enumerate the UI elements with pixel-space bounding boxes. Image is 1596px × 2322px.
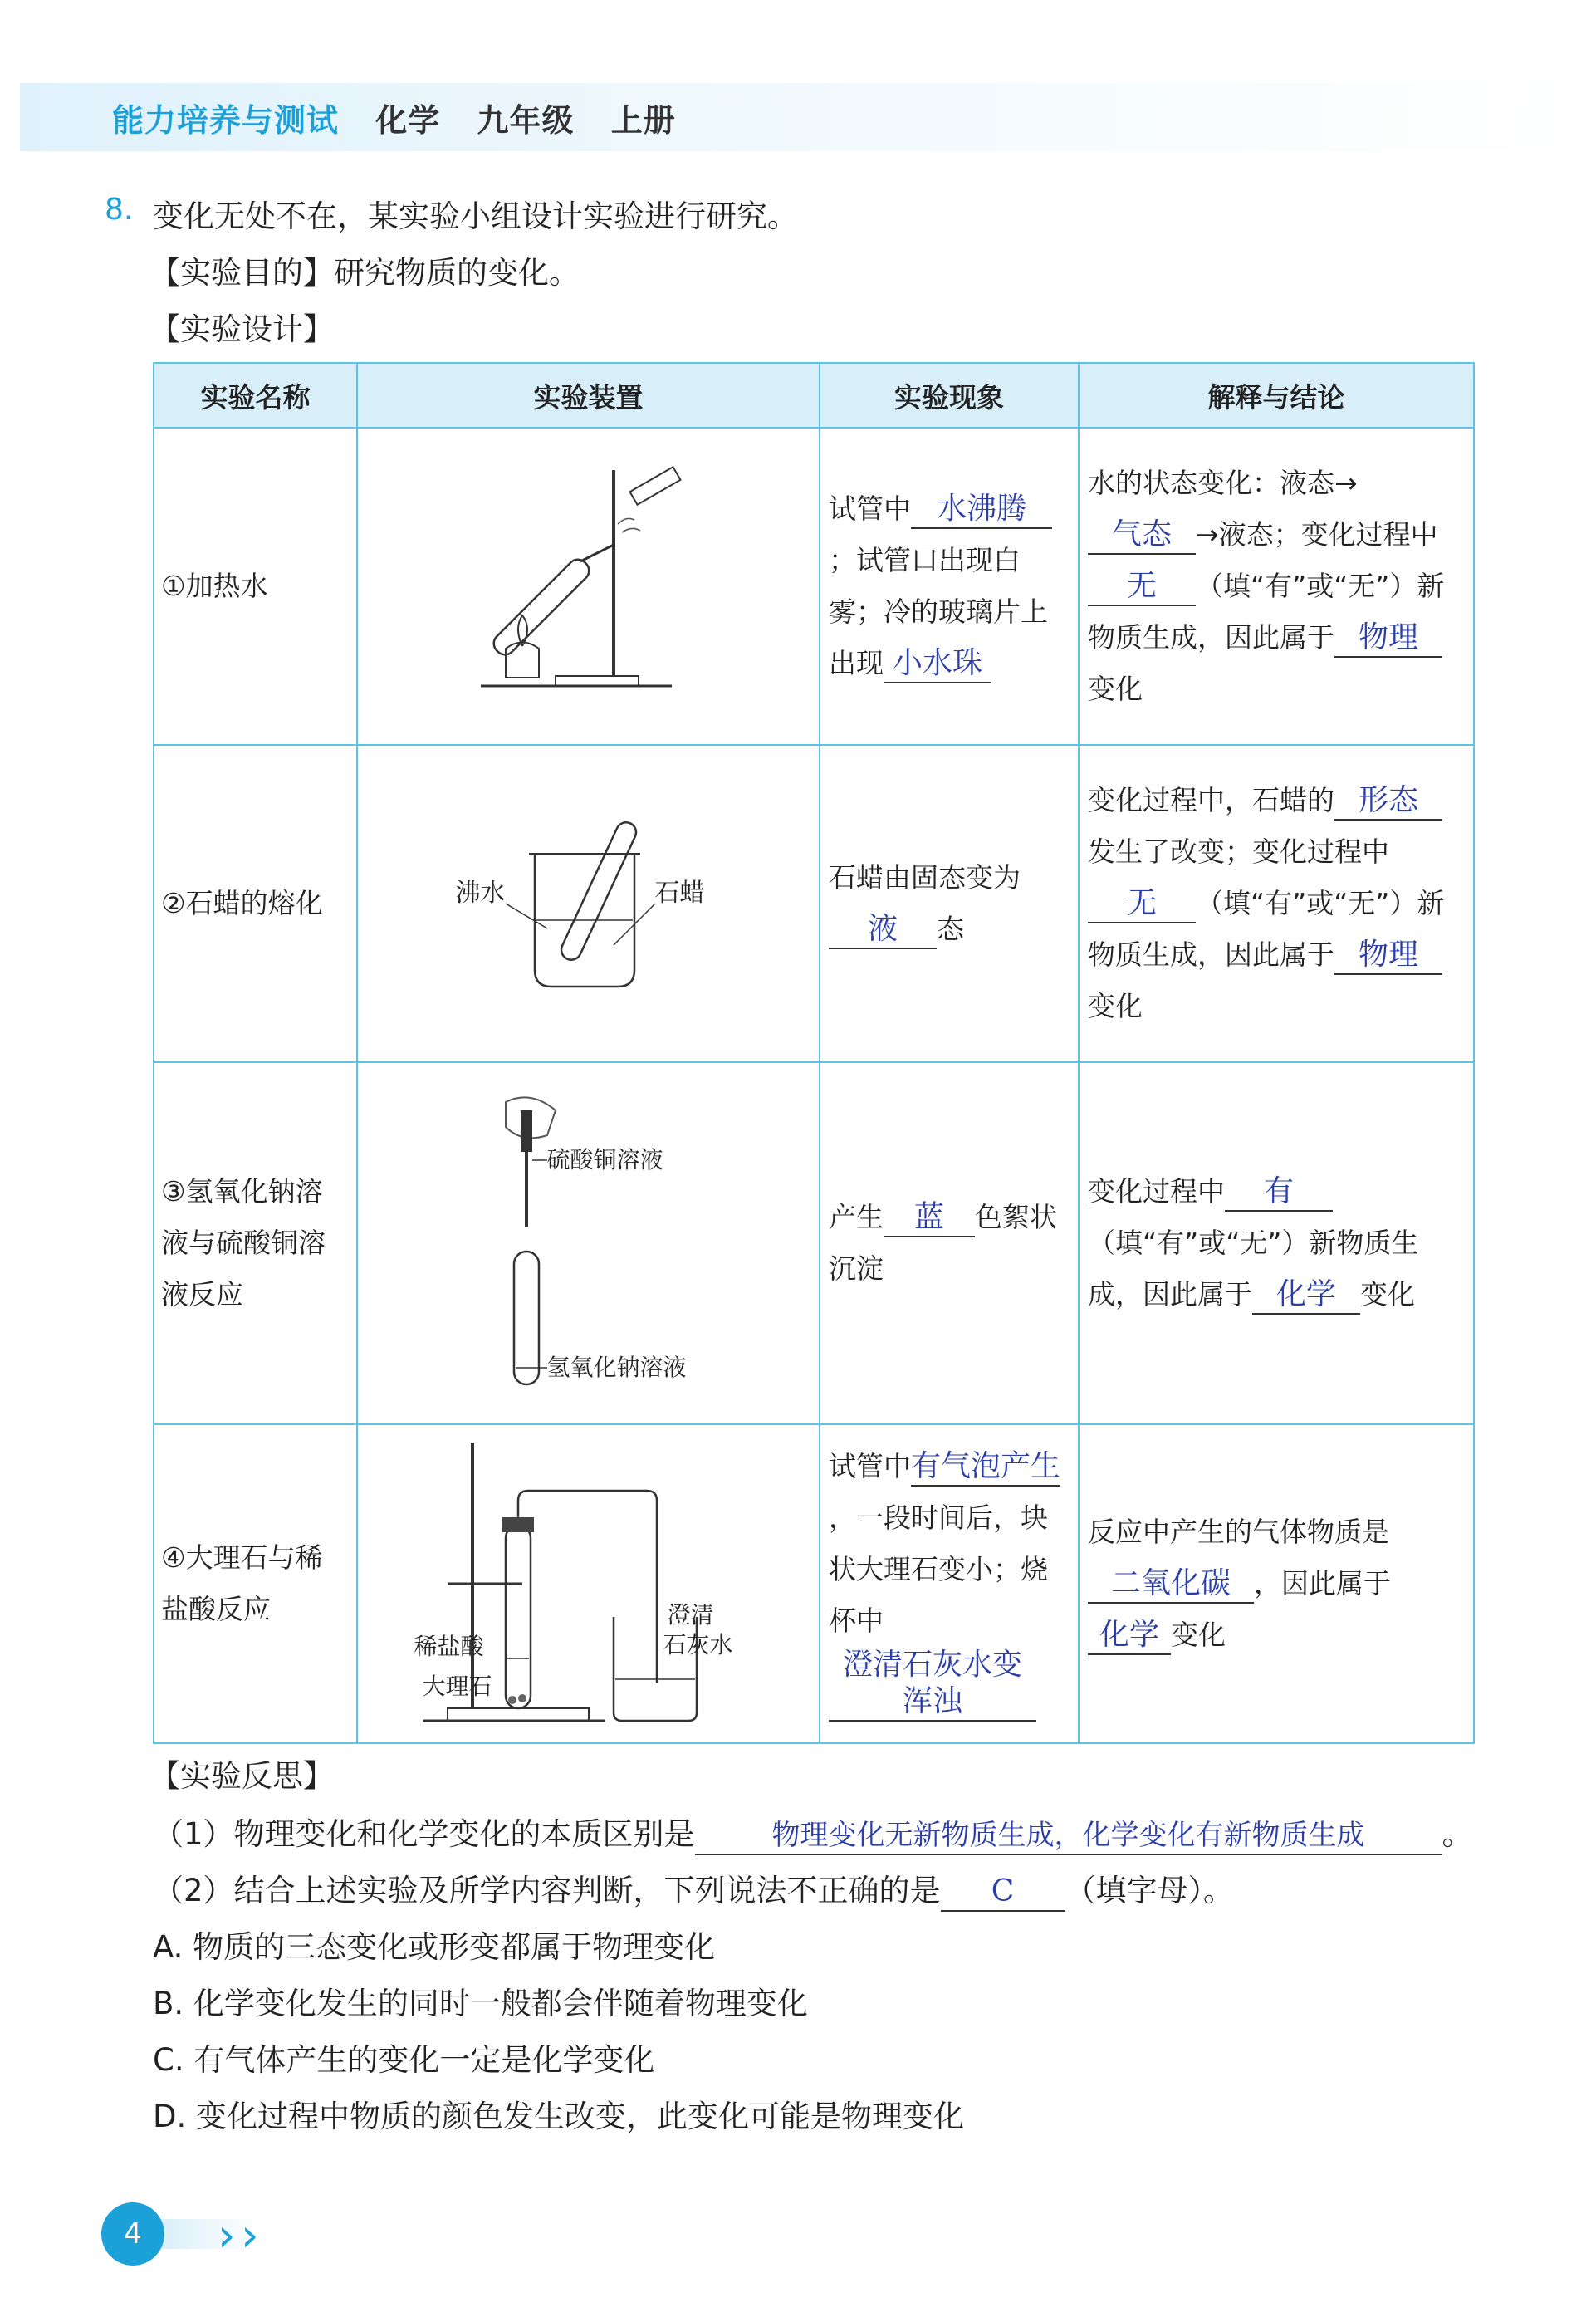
phen-text: ；试管口出现白雾；冷的玻璃片上出现 — [829, 544, 1048, 679]
concl-text: 变化过程中，石蜡的 — [1088, 784, 1334, 816]
answer-blank[interactable]: 有气泡产生 — [911, 1448, 1060, 1487]
concl-text: 发生了改变；变化过程中 — [1088, 835, 1389, 868]
apparatus-1 — [357, 428, 820, 745]
reflection-q1 — [153, 1809, 1473, 1855]
concl-text: （填“有”或“无”）新物质生成，因此属于 — [1088, 887, 1445, 971]
answer-blank[interactable]: 澄清石灰水变浑浊 — [829, 1647, 1036, 1722]
exp-name-3: ③氢氧化钠溶液与硫酸铜溶液反应 — [154, 1062, 357, 1424]
volume: 上册 — [610, 102, 676, 139]
concl-text: 反应中产生的气体物质是 — [1088, 1516, 1389, 1548]
exp-name-1: ①加热水 — [154, 428, 357, 745]
apparatus-4 — [357, 1424, 820, 1743]
concl-text: 水的状态变化：液态→ — [1088, 467, 1358, 499]
answer-blank[interactable]: 物理 — [1334, 620, 1442, 658]
answer-blank[interactable]: 气态 — [1088, 517, 1196, 555]
question-number: 8. — [105, 193, 134, 227]
answer-blank[interactable]: 物理 — [1334, 937, 1442, 975]
table-row — [154, 428, 1474, 745]
q1-end: 。 — [1442, 1816, 1473, 1852]
header-conclusion: 解释与结论 — [1079, 363, 1474, 428]
answer-blank[interactable]: 无 — [1088, 568, 1196, 606]
q1-text: （1）物理变化和化学变化的本质区别是 — [153, 1816, 695, 1852]
table-row — [154, 745, 1474, 1062]
concl-text: 变化过程中 — [1088, 1175, 1225, 1208]
phenomenon-4 — [820, 1424, 1079, 1743]
heating-water-apparatus-image — [481, 453, 697, 703]
page-number: 4 — [101, 2202, 164, 2266]
page-header — [112, 95, 701, 140]
label-marble: 大理石 — [422, 1673, 492, 1700]
answer-blank[interactable]: 无 — [1088, 885, 1196, 923]
reflection-label: 【实验反思】 — [149, 1758, 334, 1794]
answer-blank[interactable]: 化学 — [1088, 1617, 1171, 1655]
chevron-right-icon: › — [241, 2209, 259, 2261]
header-phenomenon: 实验现象 — [820, 363, 1079, 428]
exp-name-2: ②石蜡的熔化 — [154, 745, 357, 1062]
option-c: C. 有气体产生的变化一定是化学变化 — [153, 2042, 655, 2078]
conclusion-2 — [1079, 745, 1474, 1062]
conclusion-3 — [1079, 1062, 1474, 1424]
header-apparatus: 实验装置 — [357, 363, 820, 428]
label-naoh: 氢氧化钠溶液 — [546, 1354, 687, 1381]
option-b: B. 化学变化发生的同时一般都会伴随着物理变化 — [153, 1986, 808, 2021]
question-stem: 变化无处不在，某实验小组设计实验进行研究。 — [153, 198, 798, 234]
table-row — [154, 1424, 1474, 1743]
phenomenon-2 — [820, 745, 1079, 1062]
phen-text: 试管中 — [829, 1449, 911, 1482]
phen-text: 色絮状沉淀 — [829, 1201, 1057, 1285]
q2-text: （2）结合上述实验及所学内容判断，下列说法不正确的是 — [153, 1873, 941, 1908]
concl-text: 变化 — [1171, 1619, 1226, 1651]
purpose-label: 【实验目的】 — [149, 255, 334, 291]
option-d: D. 变化过程中物质的颜色发生改变，此变化可能是物理变化 — [153, 2099, 965, 2134]
concl-text: （填“有”或“无”）新物质生成，因此属于 — [1088, 1227, 1419, 1310]
answer-blank[interactable]: 液 — [829, 911, 937, 949]
label-limewater-1: 澄清 — [667, 1601, 714, 1629]
exp-name-4: ④大理石与稀盐酸反应 — [154, 1424, 357, 1743]
experiment-purpose — [149, 247, 580, 292]
book-title: 能力培养与测试 — [112, 102, 340, 139]
label-cuso4: 硫酸铜溶液 — [546, 1146, 663, 1173]
grade: 九年级 — [477, 102, 575, 139]
apparatus-2 — [357, 745, 820, 1062]
header-name: 实验名称 — [154, 363, 357, 428]
answer-blank[interactable]: 水沸腾 — [911, 491, 1052, 529]
option-a: A. 物质的三态变化或形变都属于物理变化 — [153, 1929, 716, 1965]
experiment-table — [153, 362, 1475, 1744]
table-row — [154, 1062, 1474, 1424]
concl-text: ，因此属于 — [1254, 1567, 1391, 1599]
conclusion-1 — [1079, 428, 1474, 745]
phen-text: 试管中 — [829, 492, 911, 525]
answer-blank[interactable]: 二氧化碳 — [1088, 1565, 1254, 1604]
answer-blank[interactable]: 形态 — [1334, 782, 1442, 821]
concl-text: （填“有”或“无”）新物质生成，因此属于 — [1088, 570, 1445, 654]
answer-blank[interactable]: 化学 — [1252, 1276, 1360, 1315]
answer-blank[interactable]: C — [941, 1874, 1065, 1912]
concl-text: 变化 — [1360, 1278, 1415, 1310]
q2-end: （填字母）。 — [1065, 1873, 1235, 1908]
phen-text: 石蜡由固态变为 — [829, 861, 1021, 894]
table-header-row — [154, 363, 1474, 428]
concl-text: 变化 — [1088, 990, 1143, 1022]
purpose-text: 研究物质的变化。 — [334, 255, 580, 291]
design-label: 【实验设计】 — [149, 311, 334, 347]
apparatus-3 — [357, 1062, 820, 1424]
label-boiling-water: 沸水 — [455, 879, 506, 908]
answer-blank[interactable]: 小水珠 — [884, 645, 991, 683]
answer-blank[interactable]: 有 — [1225, 1173, 1333, 1212]
phen-text: 态 — [937, 913, 964, 945]
phen-text: ，一段时间后，块状大理石变小；烧杯中 — [829, 1501, 1048, 1637]
chevron-right-icon: › — [218, 2209, 236, 2261]
concl-text: →液态；变化过程中 — [1196, 518, 1438, 551]
label-wax: 石蜡 — [654, 879, 705, 908]
answer-blank[interactable]: 蓝 — [884, 1199, 975, 1237]
phenomenon-3 — [820, 1062, 1079, 1424]
label-limewater-2: 石灰水 — [663, 1631, 733, 1658]
concl-text: 变化 — [1088, 673, 1143, 705]
conclusion-4 — [1079, 1424, 1474, 1743]
reflection-q2 — [153, 1865, 1234, 1912]
subject: 化学 — [375, 102, 441, 139]
phenomenon-1 — [820, 428, 1079, 745]
label-acid: 稀盐酸 — [414, 1633, 484, 1660]
phen-text: 产生 — [829, 1201, 884, 1233]
answer-blank[interactable]: 物理变化无新物质生成，化学变化有新物质生成 — [695, 1817, 1442, 1855]
